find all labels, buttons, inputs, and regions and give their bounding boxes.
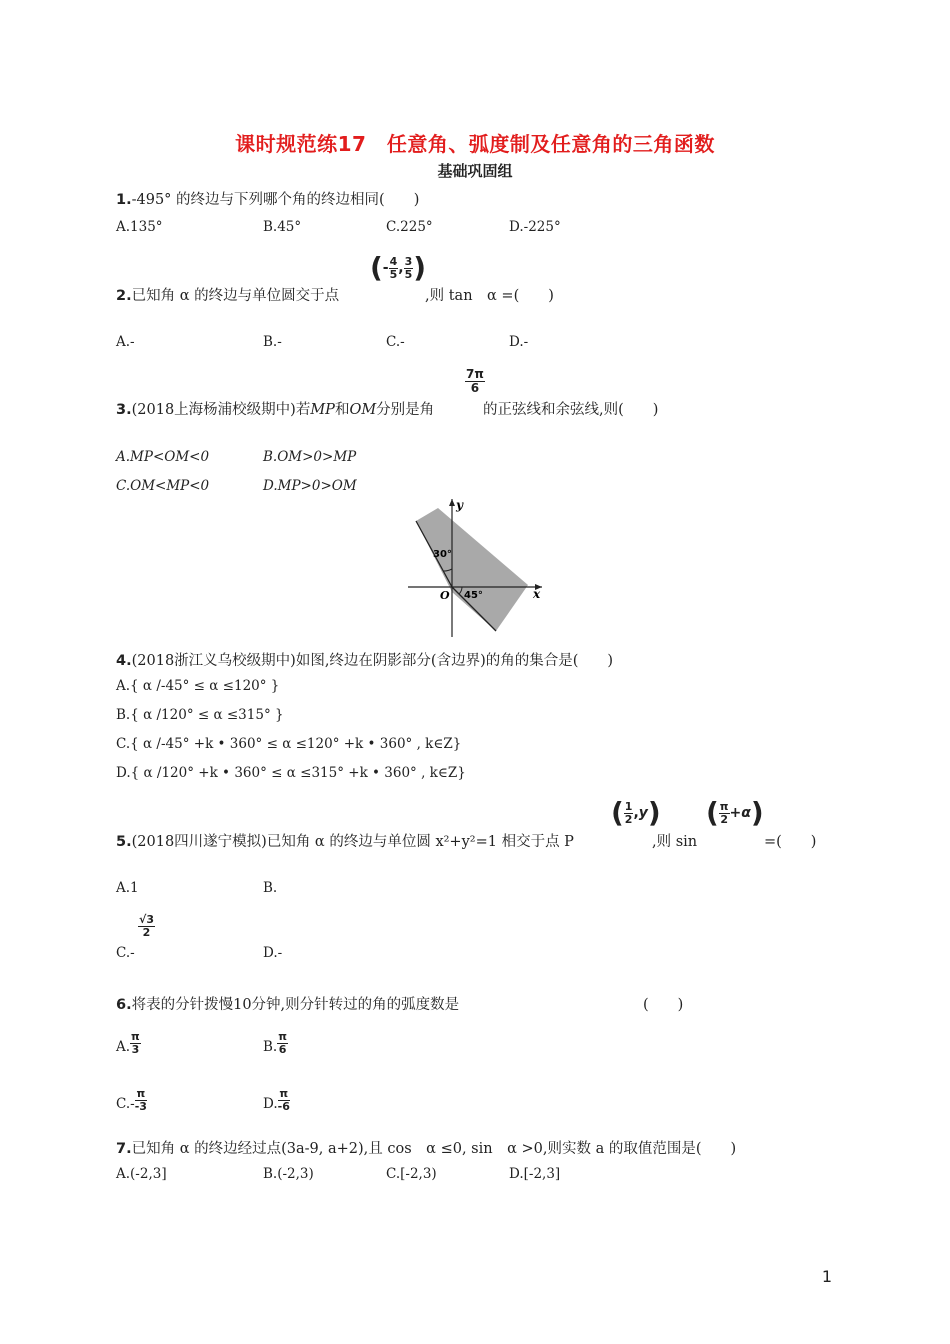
question-2 (116, 284, 339, 305)
q4-option-c: C.{ α /-45° +k • 360° ≤ α ≤120° +k • 360° , k∈Z} (116, 736, 462, 752)
question-text-tail: 的正弦线和余弦线,则( ) (483, 402, 659, 418)
q7-option-d: D.[-2,3] (509, 1166, 561, 1182)
y-axis-arrow (449, 499, 455, 506)
question-text: 将表的分针拨慢10分钟,则分针转过的角的弧度数是 (131, 997, 460, 1013)
question-text: 已知角 α 的终边经过点(3a-9, a+2),且 cos α ≤0, sin α >0,则实数 a 的取值范围是( ) (131, 1141, 737, 1157)
question-7 (116, 1137, 736, 1158)
question-text-tail: ,则 tan α =( ) (425, 288, 554, 304)
q3-option-b: B.OM>0>MP (263, 449, 357, 465)
q5-option-b: B. (263, 880, 278, 896)
q1-option-a: A.135° (116, 219, 163, 235)
q3-option-d: D.MP>0>OM (263, 478, 357, 494)
question-number: 4. (116, 653, 132, 669)
shaded-angle-figure (400, 495, 550, 637)
q5-option-c-fraction: $\frac{√3}{2}$ (139, 913, 154, 939)
answer-paren: ( ) (643, 997, 684, 1013)
question-6 (116, 993, 459, 1014)
question-number: 6. (116, 997, 132, 1013)
q6-option-d: D. $\frac{\pi}{-6}$ (263, 1087, 290, 1113)
q6-option-c: C.- $\frac{\pi}{-3}$ (116, 1087, 147, 1113)
question-text-tail: =( ) (764, 834, 817, 850)
q6-option-a: A. $\frac{\pi}{3}$ (116, 1030, 140, 1056)
q2-option-d: D.- (509, 334, 529, 350)
question-text: 已知角 α 的终边与单位圆交于点 (131, 288, 340, 304)
point-p-coordinates: ( $\frac{1}{2}$ ,y) (611, 796, 661, 829)
x-axis-label: x (533, 587, 541, 601)
question-number: 2. (116, 288, 132, 304)
q2-option-a: A.- (116, 334, 135, 350)
q5-option-a: A.1 (116, 880, 139, 896)
q2-option-b: B.- (263, 334, 282, 350)
y-axis-label: y (456, 498, 463, 512)
question-5 (116, 830, 574, 851)
page-number: 1 (821, 1267, 832, 1286)
q7-option-b: B.(-2,3) (263, 1166, 314, 1182)
q4-option-d: D.{ α /120° +k • 360° ≤ α ≤315° +k • 360° , k∈Z} (116, 765, 466, 781)
q5-option-c: C.- (116, 945, 135, 961)
page-title: 课时规范练17 任意角、弧度制及任意角的三角函数 (235, 132, 715, 156)
question-number: 1. (116, 192, 132, 208)
angle-fraction: $\frac{7\pi}{6}$ (466, 367, 484, 395)
question-number: 3. (116, 402, 132, 418)
angle-45-label: 45° (464, 590, 483, 601)
question-text: (2018四川遂宁模拟)已知角 α 的终边与单位圆 x²+y²=1 相交于点 P (131, 834, 574, 850)
q3-option-c: C.OM<MP<0 (116, 478, 210, 494)
q4-option-b: B.{ α /120° ≤ α ≤315° } (116, 707, 284, 723)
q3-option-a: A.MP<OM<0 (116, 449, 210, 465)
section-subtitle: 基础巩固组 (437, 162, 513, 180)
question-number: 5. (116, 834, 132, 850)
question-text: -495° 的终边与下列哪个角的终边相同( ) (131, 192, 420, 208)
question-text-mid: ,则 sin (652, 834, 698, 850)
q7-option-a: A.(-2,3] (116, 1166, 167, 1182)
q6-option-b: B. $\frac{\pi}{6}$ (263, 1030, 287, 1056)
q1-option-d: D.-225° (509, 219, 561, 235)
origin-label: O (440, 589, 450, 602)
q2-option-c: C.- (386, 334, 405, 350)
question-number: 7. (116, 1141, 132, 1157)
q4-option-a: A.{ α /-45° ≤ α ≤120° } (116, 678, 280, 694)
sin-argument: ( $\frac{\pi}{2}$ +α) (706, 796, 764, 829)
shaded-region (416, 508, 528, 631)
q5-option-d: D.- (263, 945, 283, 961)
q1-option-c: C.225° (386, 219, 433, 235)
q1-option-b: B.45° (263, 219, 302, 235)
question-3: 3.(2018上海杨浦校级期中)若MP和OM分别是角 (116, 402, 435, 418)
question-4 (116, 649, 613, 670)
question-1 (116, 188, 419, 209)
point-coordinates: (- $\frac{4}{5}$ , $\frac{3}{5}$ ) (370, 251, 427, 284)
q7-option-c: C.[-2,3) (386, 1166, 437, 1182)
angle-30-label: 30° (433, 549, 452, 560)
question-text: (2018浙江义乌校级期中)如图,终边在阴影部分(含边界)的角的集合是( ) (131, 653, 614, 669)
